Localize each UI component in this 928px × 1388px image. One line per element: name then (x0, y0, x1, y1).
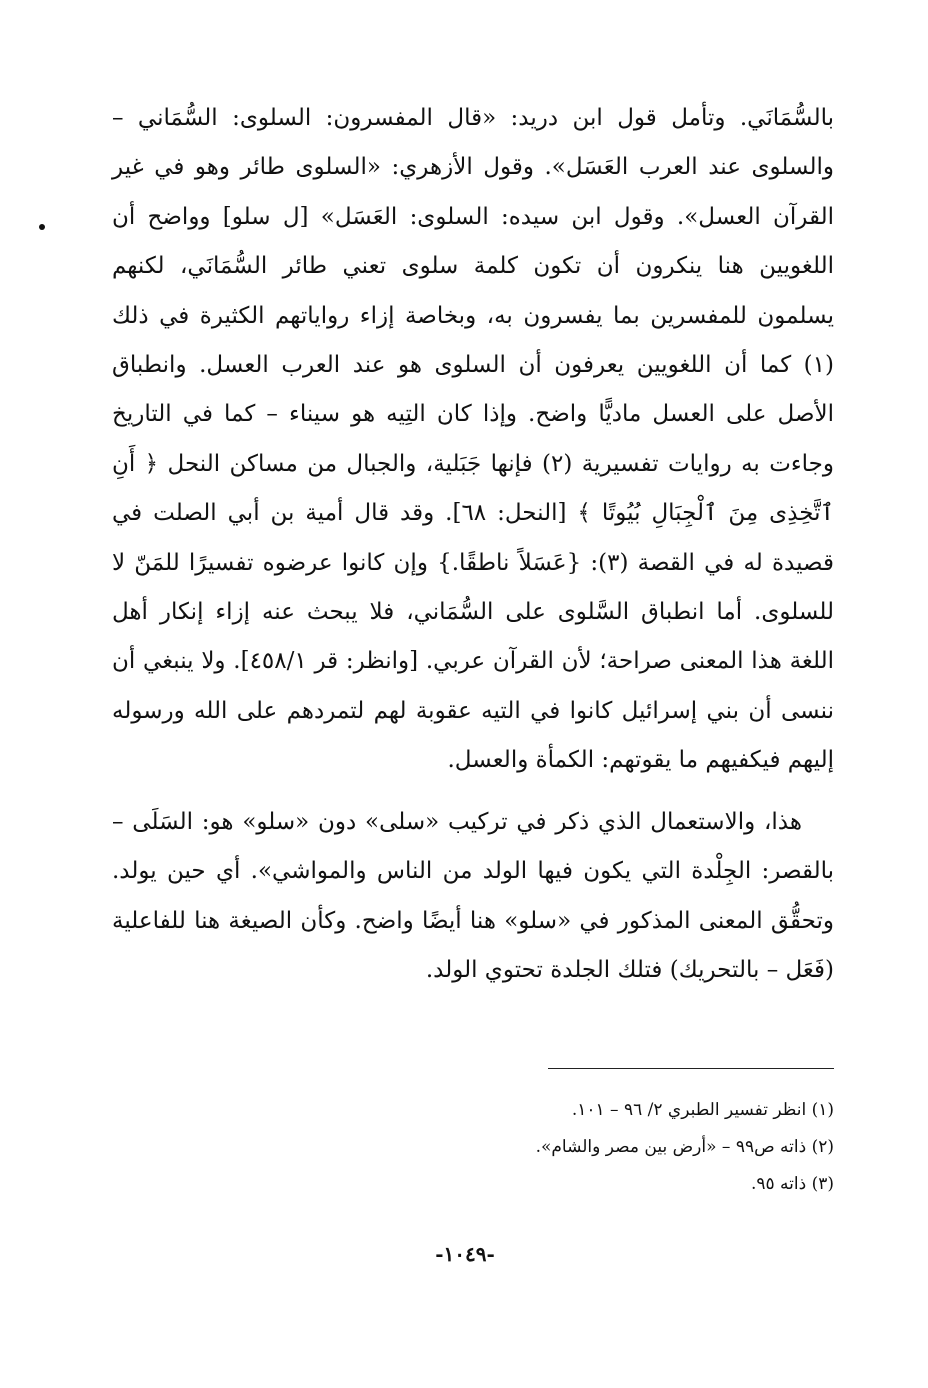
footnote-3: (٣) ذاته ٩٥. (750, 1174, 834, 1194)
paragraph-1: بالسُّمَانَي. وتأمل قول ابن دريد: «قال المفسرون: السلوى: السُّمَاني – والسلوى عند العرب العَسَل». وقول الأزهري: «السلوى طائر وهو في غير القرآن العسل». وقول ابن سيده: السلوى: العَسَل» [ل سلو] وواضح أن اللغويين هنا ينكرون أن تكون كلمة سلوى تعني طائر السُّمَانَي، لكنهم يسلمون للمفسرين بما يفسرون به، وبخاصة إزاء رواياتهم الكثيرة في ذلك (١) كما أن اللغويين يعرفون أن السلوى هو عند العرب العسل. وانطباق الأصل على العسل ماديًّا واضح. وإذا كان التِيه هو سيناء – كما في التاريخ وجاءت به روايات تفسيرية (٢) فإنها جَبَلية، والجبال من مساكن النحل ﴿ أَنِ ٱتَّخِذِى مِنَ ٱلْجِبَالِ بُيُوتًا ﴾ [النحل: ٦٨]. وقد قال أمية بن أبي الصلت في قصيدة له في القصة (٣): {عَسَلاً ناطقًا.} وإن كانوا عرضوه تفسيرًا للمَنّ لا للسلوى. أما انطباق السَّلوى على السُّمَاني، فلا يبحث عنه إزاء إنكار أهل اللغة هذا المعنى صراحة؛ لأن القرآن عربي. [وانظر: قر ٤٥٨/١]. ولا ينبغي أن ننسى أن بني إسرائيل كانوا في التيه عقوبة لهم لتمردهم على الله ورسوله إليهم فيكفيهم ما يقوتهم: الكمأة والعسل. (112, 105, 835, 774)
body-text (112, 94, 834, 995)
footnote-separator (548, 1068, 834, 1069)
footnote-1: (١) انظر تفسير الطبري ٢/ ٩٦ – ١٠١. (571, 1100, 834, 1120)
margin-dot (39, 224, 45, 230)
paragraph-2: هذا، والاستعمال الذي ذكر في تركيب «سلى» دون «سلو» هو: السَلَى – بالقصر: الجِلْدة التي يكون فيها الولد من الناس والمواشي». أي حين يولد. وتحقُّق المعنى المذكور في «سلو» هنا أيضًا واضح. وكأن الصيغة هنا للفاعلية (فَعَل – بالتحريك) فتلك الجلدة تحتوي الولد. (112, 808, 834, 983)
footnotes (300, 1092, 834, 1203)
footnote-2: (٢) ذاته ص٩٩ – «أرض بين مصر والشام». (535, 1137, 834, 1157)
page-number: -١٠٤٩- (435, 1242, 495, 1266)
